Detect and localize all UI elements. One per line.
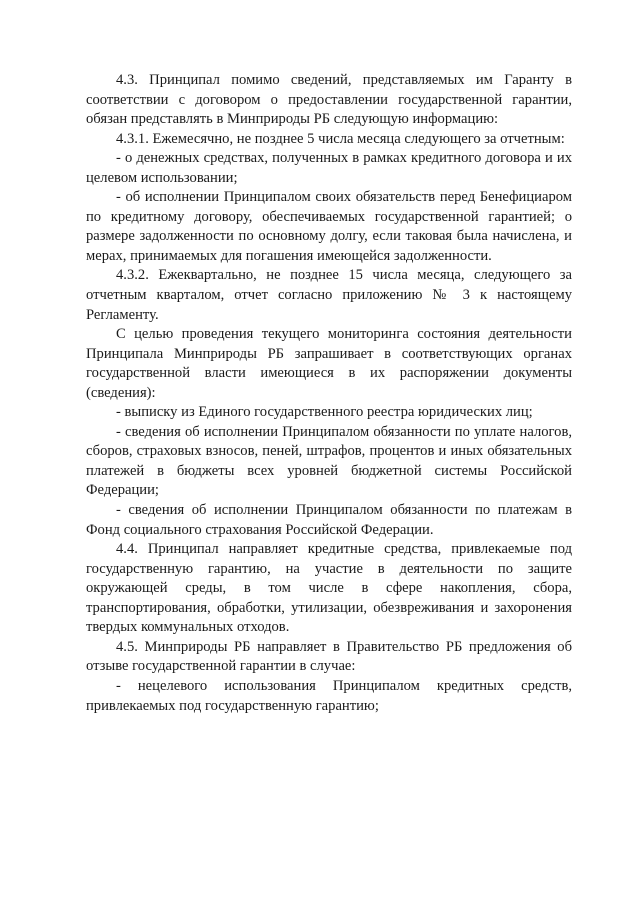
paragraph-4-3: 4.3. Принципал помимо сведений, представляемых им Гаранту в соответствии с договором о предоставлении государственной гарантии, обязан представлять в Минприроды РБ следующую информацию: [86, 72, 572, 128]
paragraph-list-item: - о денежных средствах, полученных в рамках кредитного договора и их целевом использовании; [86, 150, 572, 186]
document-body [86, 71, 572, 716]
paragraph-4-5: 4.5. Минприроды РБ направляет в Правительство РБ предложения об отзыве государственной гарантии в случае: [86, 638, 572, 675]
paragraph-list-item: - сведения об исполнении Принципалом обязанности по уплате налогов, сборов, страховых взносов, пеней, штрафов, процентов и иных обязательных платежей в бюджеты всех уровней бюджетной системы Российской Федерации; [86, 423, 572, 499]
paragraph-4-4: 4.4. Принципал направляет кредитные средства, привлекаемые под государственную гарантию, на участие в деятельности по защите окружающей среды, в том числе в сфере накопления, сбора, транспортирования, обработки, утилизации, обезвреживания и захоронения твердых коммунальных отходов. [86, 541, 572, 636]
paragraph-monitoring: С целью проведения текущего мониторинга состояния деятельности Принципала Минприроды РБ запрашивает в соответствующих органах государственной власти имеющиеся в их распоряжении документы (сведения): [86, 326, 572, 401]
paragraph-4-3-2: 4.3.2. Ежеквартально, не позднее 15 числа месяца, следующего за отчетным кварталом, отчет согласно приложению № 3 к настоящему Регламенту. [86, 267, 572, 323]
paragraph-list-item: - об исполнении Принципалом своих обязательств перед Бенефициаром по кредитному договору, обеспечиваемых государственной гарантией; о размере задолженности по основному долгу, если таковая была начислена, и мерах, принимаемых для погашения имеющейся задолженности. [86, 189, 572, 264]
paragraph-list-item: - сведения об исполнении Принципалом обязанности по платежам в Фонд социального страхования Российской Федерации. [86, 502, 572, 538]
paragraph-list-item: - выписку из Единого государственного реестра юридических лиц; [116, 404, 533, 421]
paragraph-4-3-1: 4.3.1. Ежемесячно, не позднее 5 числа месяца следующего за отчетным: [116, 130, 565, 147]
paragraph-list-item: - нецелевого использования Принципалом кредитных средств, привлекаемых под государственную гарантию; [86, 677, 572, 714]
